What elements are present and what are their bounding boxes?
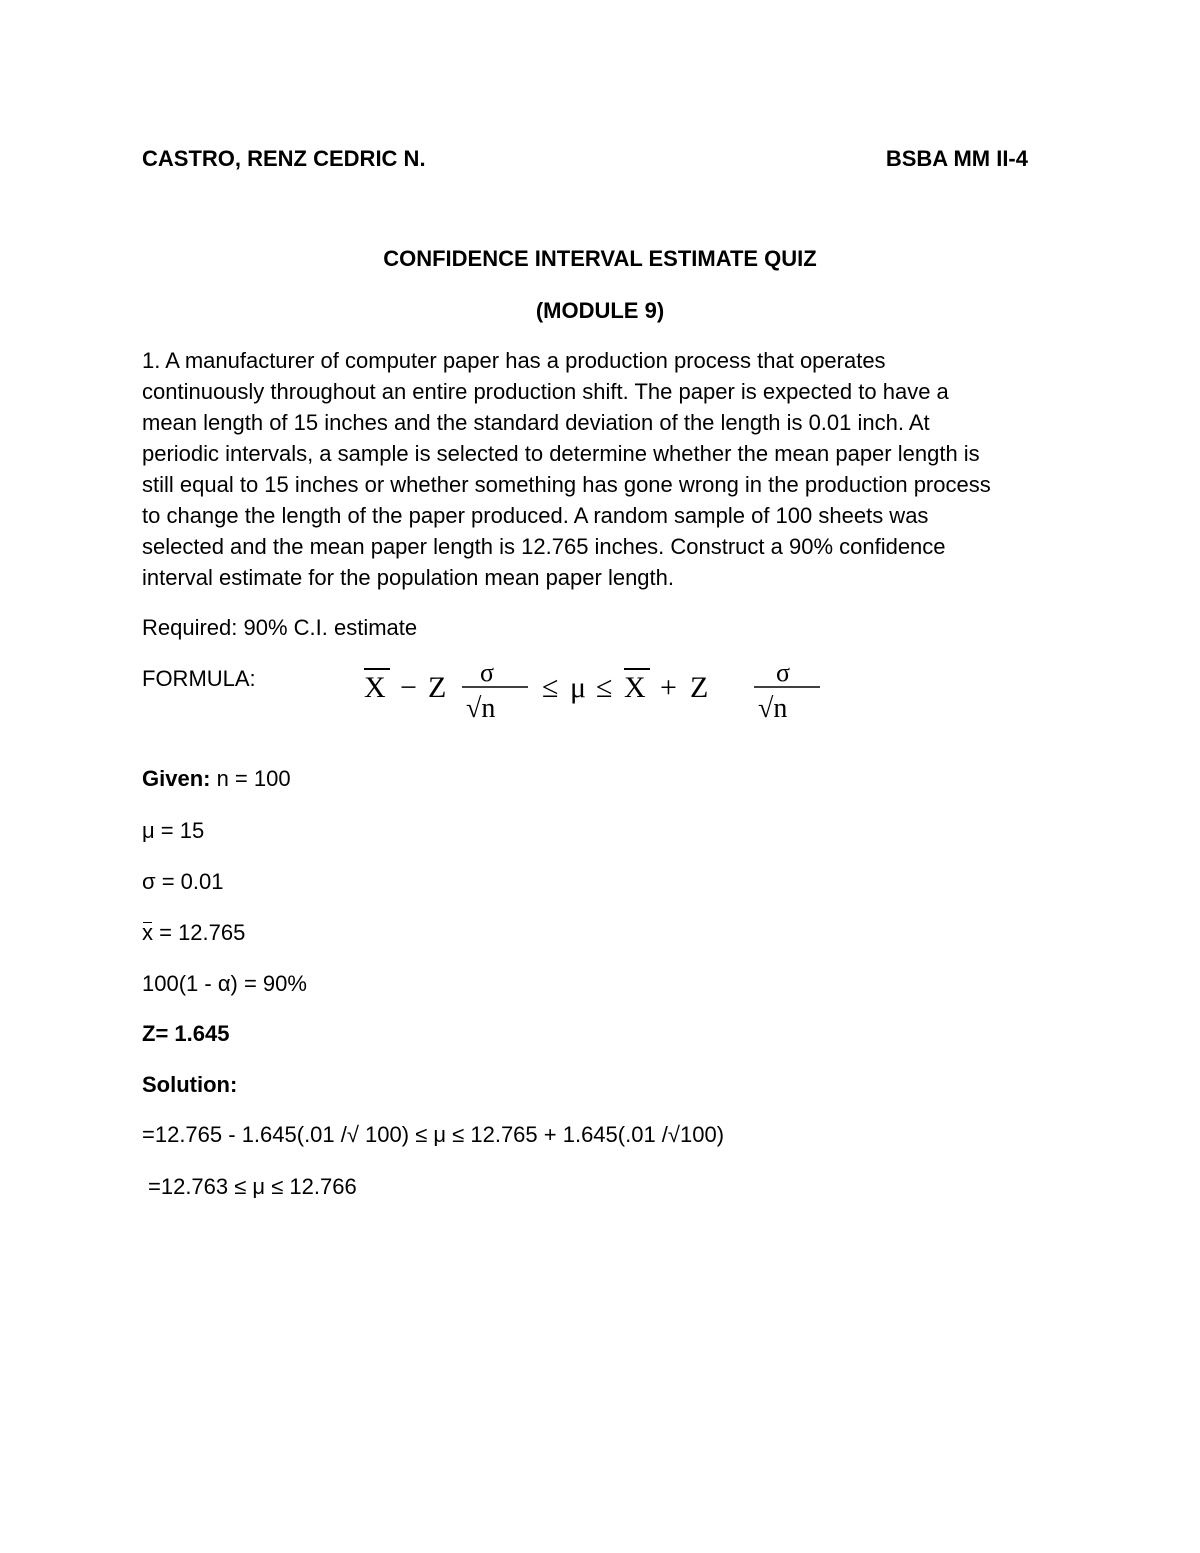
problem-line: to change the length of the paper produced. A random sample of 100 sheets was [142, 503, 929, 528]
given-xbar [142, 920, 245, 946]
formula-plus: + [660, 671, 677, 704]
formula-xbar: X [624, 671, 646, 704]
problem-line: continuously throughout an entire production shift. The paper is expected to have a [142, 379, 949, 404]
given-sigma: σ = 0.01 [142, 869, 224, 894]
given-n-value: n = 100 [210, 766, 291, 791]
formula-sigma: σ [480, 658, 495, 687]
solution-result: =12.763 ≤ μ ≤ 12.766 [148, 1174, 357, 1199]
solution-label: Solution: [142, 1072, 238, 1097]
formula-xbar: X [364, 671, 386, 704]
student-name: CASTRO, RENZ CEDRIC N. [142, 146, 426, 171]
formula-minus: − [400, 671, 417, 704]
problem-line: mean length of 15 inches and the standard deviation of the length is 0.01 inch. At [142, 410, 930, 435]
given-label: Given: [142, 766, 211, 791]
given-n [142, 766, 291, 792]
solution-step-1: =12.765 - 1.645(.01 /√ 100) ≤ μ ≤ 12.765 + 1.645(.01 /√100) [142, 1122, 725, 1147]
problem-line: still equal to 15 inches or whether something has gone wrong in the production process [142, 472, 991, 497]
given-confidence: 100(1 - α) = 90% [142, 971, 307, 996]
problem-statement [142, 345, 1062, 593]
formula-sqrt-n: √n [758, 693, 788, 724]
problem-line: selected and the mean paper length is 12.765 inches. Construct a 90% confidence [142, 534, 946, 559]
formula-leq: ≤ [596, 671, 613, 704]
course-section: BSBA MM II-4 [885, 146, 1028, 171]
quiz-title: CONFIDENCE INTERVAL ESTIMATE QUIZ [383, 246, 817, 271]
formula-label: FORMULA: [142, 666, 256, 691]
confidence-interval-formula [358, 655, 828, 725]
formula-z: Z [428, 671, 447, 704]
problem-line: periodic intervals, a sample is selected to determine whether the mean paper length is [142, 441, 980, 466]
xbar-symbol: x [142, 920, 153, 945]
problem-line: interval estimate for the population mean paper length. [142, 565, 674, 590]
formula-leq: ≤ [542, 671, 559, 704]
required-line: Required: 90% C.I. estimate [142, 615, 418, 640]
formula-mu: μ [570, 671, 587, 704]
formula-sqrt-n: √n [466, 693, 496, 724]
module-label: (MODULE 9) [535, 298, 665, 323]
problem-line: 1. A manufacturer of computer paper has a production process that operates [142, 348, 886, 373]
formula-z: Z [690, 671, 709, 704]
xbar-value: = 12.765 [153, 920, 246, 945]
given-mu: μ = 15 [142, 818, 205, 843]
z-value: Z= 1.645 [142, 1021, 230, 1046]
formula-sigma: σ [776, 658, 791, 687]
